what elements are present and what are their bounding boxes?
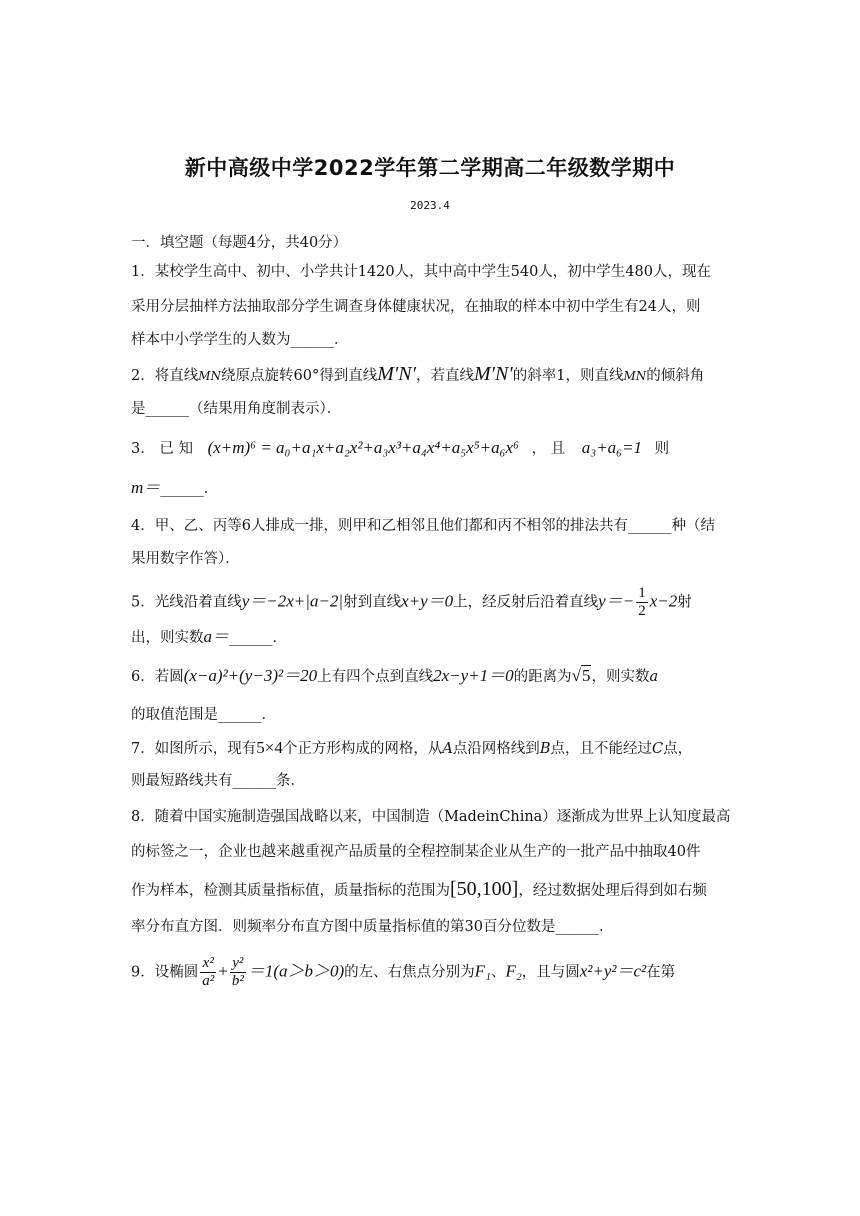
q6-line-2: 的取值范围是______． (131, 707, 276, 723)
q3-line-2 (131, 478, 731, 499)
q6-text-d: ，则实数 (591, 669, 650, 685)
q5-text-b: 射到直线 (343, 594, 402, 611)
q5-text-l2a: 出，则实数 (131, 630, 204, 646)
q5-line-eq-3b: x−2 (649, 591, 678, 611)
exam-title: 新中高级中学2022学年第二学期高二年级数学期中 (184, 156, 676, 180)
q8-interval: [50,100] (450, 878, 519, 900)
q8-line-4: 率分布直方图．则频率分布直方图中质量指标值的第30百分位数是______． (131, 919, 614, 935)
q2-text-c: ，若直线 (415, 368, 474, 384)
q7-grid-size: 5×4 (256, 738, 283, 757)
q5-text-d: 射 (677, 594, 692, 611)
q5-text-a: 5．光线沿着直线 (131, 594, 242, 611)
q9-frac-x-num: x² (200, 955, 216, 973)
q4-line-1: 4．甲、乙、丙等6人排成一排，则甲和乙相邻且他们都和丙不相邻的排法共有______种（结 (131, 518, 715, 534)
q9-focus-1: F₁ (474, 961, 491, 981)
q2-text-a: 2．将直线 (131, 368, 199, 384)
q7-text-e: 点， (663, 741, 693, 757)
q3-line-1 (131, 438, 731, 459)
q8-line-1: 8．随着中国实施制造强国战略以来，中国制造（MadeinChina）逐渐成为世界上认知度最高 (131, 809, 731, 825)
q9-line-1 (131, 955, 731, 990)
q3-text-a: 3． 已 知 (131, 441, 193, 457)
q8-text-l3a: 作为样本，检测其质量指标值，质量指标的范围为 (131, 883, 450, 899)
q7-point-a: A (442, 741, 453, 757)
q9-frac-y-num: y² (230, 955, 246, 973)
q9-frac-y-den: b² (231, 973, 244, 989)
q7-line-2: 则最短路线共有______条． (131, 773, 305, 789)
q5-blank: ______． (229, 630, 287, 646)
q3-text-b: ， 且 (531, 441, 566, 457)
q7-text-d: 点，且不能经过 (550, 741, 652, 757)
q5-text-c: 上，经反射后沿着直线 (453, 594, 599, 611)
q7-point-c: C (651, 741, 664, 757)
exam-date: 2023.4 (410, 199, 450, 212)
q7-line-1 (131, 738, 731, 759)
q9-frac-x-den: a² (202, 973, 215, 989)
q9-text-b: 的左、右焦点分别为 (344, 964, 475, 981)
q7-text-c: 点沿网格线到 (452, 741, 540, 757)
q6-text-c: 的距离为 (513, 669, 572, 685)
q6-circle-eq: (x−a)²+(y−3)²＝20 (183, 666, 318, 685)
q1-line-1: 1．某校学生高中、初中、小学共计1420人，其中高中学生540人，初中学生480人，现在 (131, 264, 711, 280)
q3-text-c: 则 (654, 441, 670, 457)
q3-condition: a₃+a₆=1 (581, 438, 643, 457)
q6-text-b: 上有四个点到直线 (317, 669, 434, 685)
q3-equation: (x+m)⁶ = a₀+a₁x+a₂x²+a₃x³+a₄x⁴+a₅x⁵+a₆x⁶ (207, 438, 519, 457)
q5-line-eq-1: y＝−2x+|a−2| (241, 591, 344, 611)
q5-line-eq-3a: y＝− (598, 591, 635, 611)
q3-var-m: m＝ (131, 478, 161, 497)
q6-line-1 (131, 666, 731, 687)
q9-text-a: 9．设椭圆 (131, 964, 199, 981)
q6-text-a: 6．若圆 (131, 669, 184, 685)
q1-line-2: 采用分层抽样方法抽取部分学生调查身体健康状况，在抽取的样本中初中学生有24人，则 (131, 299, 701, 315)
section-heading: 一．填空题（每题4分，共40分） (131, 235, 348, 251)
q9-frac-x (200, 955, 216, 990)
q9-circle-eq: x²+y²＝c² (579, 961, 647, 981)
q2-mnprime-2: M′N′ (473, 363, 513, 385)
q9-text-d: 在第 (646, 964, 676, 981)
q9-separator: 、 (490, 964, 506, 981)
q3-blank: ______． (160, 481, 219, 497)
q7-text-b: 个正方形构成的网格，从 (282, 741, 443, 757)
q2-text-e: 的倾斜角 (646, 368, 705, 384)
q2-text-b: 绕原点旋转60°得到直线 (221, 368, 378, 384)
q5-frac-num: 1 (638, 585, 646, 601)
q2-mn-2: MN (623, 369, 647, 383)
q9-plus: + (218, 961, 228, 981)
q6-line-eq: 2x−y+1＝0 (433, 666, 514, 685)
q5-var-a: a＝ (203, 627, 229, 646)
q8-line-3 (131, 879, 731, 901)
q5-line-eq-2: x+y＝0 (401, 591, 454, 611)
q5-fraction (636, 585, 648, 620)
q2-mnprime-1: M′N′ (377, 363, 416, 385)
q5-line-2 (131, 627, 731, 648)
q9-frac-y (230, 955, 246, 990)
q2-line-1 (131, 364, 731, 386)
q5-frac-den: 2 (638, 603, 646, 619)
q7-point-b: B (539, 741, 551, 757)
q9-focus-2: F₂ (505, 961, 522, 981)
q2-text-d: 的斜率1，则直线 (512, 368, 624, 384)
q9-text-c: ，且与圆 (521, 964, 580, 981)
q5-line-1 (131, 585, 731, 620)
q7-text-a: 7．如图所示，现有 (131, 741, 257, 757)
q2-line-2: 是______（结果用角度制表示）． (131, 401, 342, 417)
q2-mn-1: MN (198, 369, 222, 383)
q6-var-a: a (649, 669, 659, 685)
q9-condition: ＝1(a＞b＞0) (247, 961, 345, 981)
q8-line-2: 的标签之一，企业也越来越重视产品质量的全程控制某企业从生产的一批产品中抽取40件 (131, 844, 701, 860)
q4-line-2: 果用数字作答）． (131, 551, 240, 567)
q6-sqrt-value: 5 (581, 666, 591, 685)
q6-sqrt: √5 (571, 666, 591, 685)
q1-line-3: 样本中小学学生的人数为______． (131, 332, 349, 348)
q8-text-l3b: ，经过数据处理后得到如右频 (518, 883, 707, 899)
